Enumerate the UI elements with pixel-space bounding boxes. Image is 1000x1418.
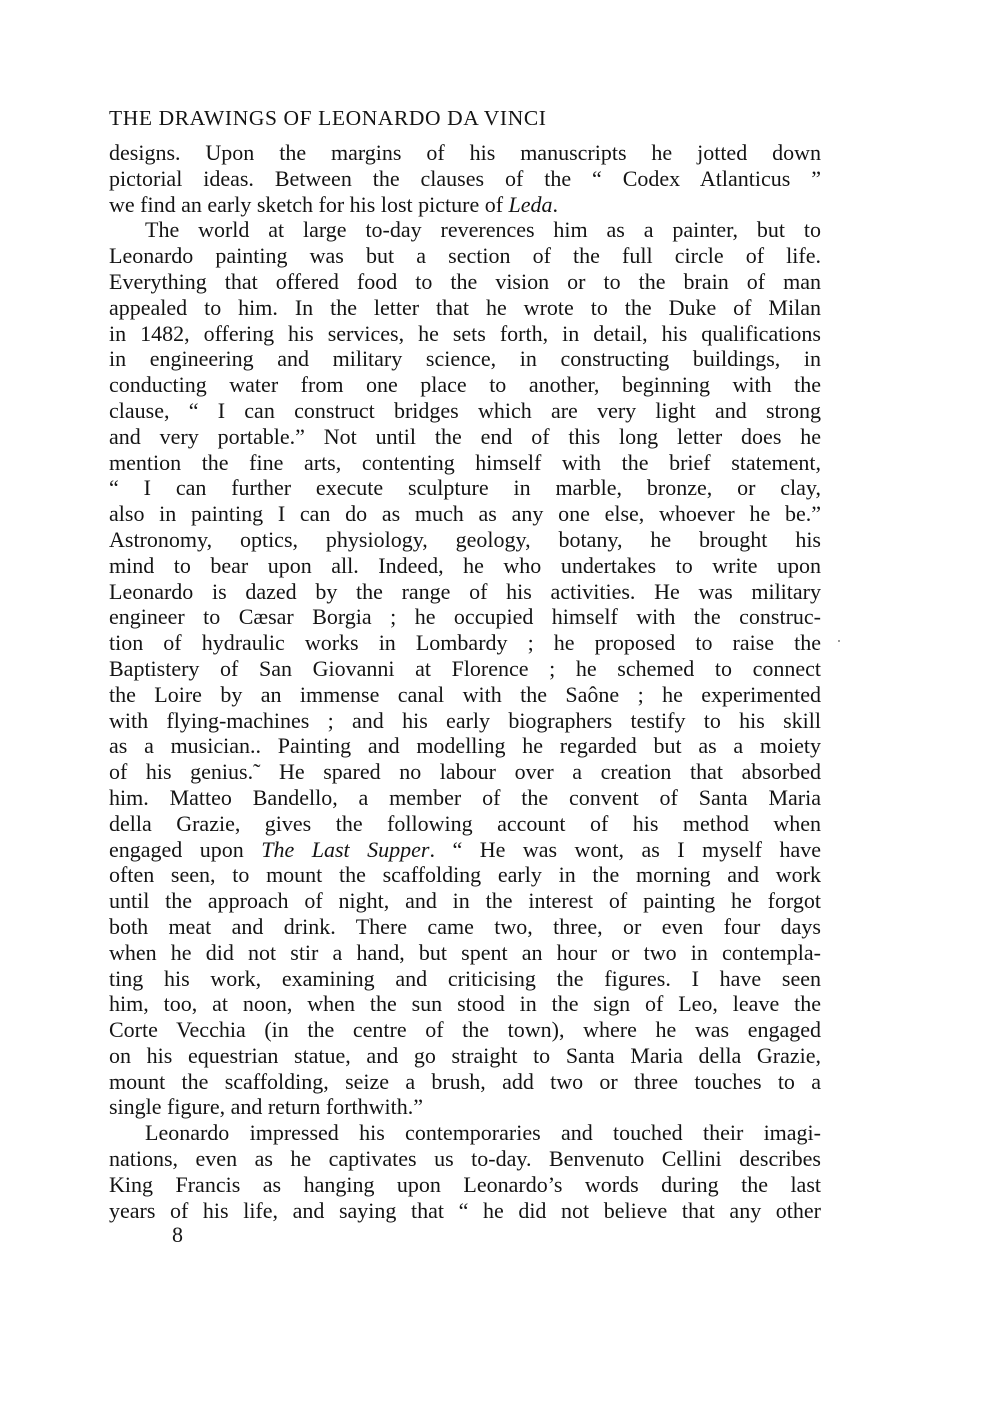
text-line: pictorial ideas. Between the clauses of the “ Codex Atlanticus ” [109,165,821,191]
text-line: mind to bear upon all. Indeed, he who undertakes to write upon [109,552,821,578]
text-line: the Loire by an immense canal with the Saône ; he experimented [109,681,821,707]
text-line: mention the fine arts, contenting himself with the brief statement, [109,449,821,475]
text-line: in engineering and military science, in constructing buildings, in [109,346,821,372]
text-line: when he did not stir a hand, but spent an hour or two in contempla- [109,939,821,965]
text-line: often seen, to mount the scaffolding early in the morning and work [109,862,821,888]
text-line: Corte Vecchia (in the centre of the town), where he was engaged [109,1017,821,1043]
text-line: tion of hydraulic works in Lombardy ; he proposed to raise the [109,630,821,656]
text-line: engineer to Cæsar Borgia ; he occupied himself with the construc- [109,604,821,630]
text-line: della Grazie, gives the following account of his method when [109,810,821,836]
text-line: of his genius.˜ He spared no labour over a creation that absorbed [109,759,821,785]
text-line: him. Matteo Bandello, a member of the convent of Santa Maria [109,784,821,810]
text-line: we find an early sketch for his lost picture of Leda. [109,191,559,217]
text-line: also in painting I can do as much as any one else, whoever he be.” [109,501,821,527]
body-text [109,140,821,1223]
text-line: mount the scaffolding, seize a brush, add two or three touches to a [109,1068,821,1094]
text-line: Everything that offered food to the vision or to the brain of man [109,268,821,294]
text-line: Leonardo is dazed by the range of his activities. He was military [109,578,821,604]
text-line: nations, even as he captivates us to-day. Benvenuto Cellini describes [109,1146,821,1172]
text-line: both meat and drink. There came two, three, or even four days [109,913,821,939]
text-line: appealed to him. In the letter that he wrote to the Duke of Milan [109,294,821,320]
text-line: “ I can further execute sculpture in marble, bronze, or clay, [109,475,821,501]
text-line: conducting water from one place to another, beginning with the [109,372,821,398]
text-line: King Francis as hanging upon Leonardo’s words during the last [109,1171,821,1197]
text-line: years of his life, and saying that “ he did not believe that any other [109,1197,821,1223]
text-line: The world at large to-day reverences him as a painter, but to [145,217,821,243]
text-line: him, too, at noon, when the sun stood in the sign of Leo, leave the [109,991,821,1017]
text-line: single figure, and return forthwith.” [109,1094,424,1120]
text-line: Leonardo impressed his contemporaries and touched their imagi- [145,1120,821,1146]
text-line: Astronomy, optics, physiology, geology, botany, he brought his [109,526,821,552]
text-line: Baptistery of San Giovanni at Florence ; he schemed to connect [109,655,821,681]
text-line: and very portable.” Not until the end of this long letter does he [109,423,821,449]
text-line: as a musician.. Painting and modelling he regarded but as a moiety [109,733,821,759]
text-line: until the approach of night, and in the interest of painting he forgot [109,888,821,914]
text-line: with flying-machines ; and his early biographers testify to his skill [109,707,821,733]
text-line: ting his work, examining and criticising the figures. I have seen [109,965,821,991]
text-line: on his equestrian statue, and go straight to Santa Maria della Grazie, [109,1042,821,1068]
text-line: Leonardo painting was but a section of the full circle of life. [109,243,821,269]
text-line: in 1482, offering his services, he sets forth, in detail, his qualifications [109,320,821,346]
scan-speck [838,640,840,642]
text-line: engaged upon The Last Supper. “ He was wont, as I myself have [109,836,821,862]
running-head: THE DRAWINGS OF LEONARDO DA VINCI [109,106,547,130]
text-line: clause, “ I can construct bridges which are very light and strong [109,397,821,423]
page-number: 8 [172,1222,183,1247]
text-line: designs. Upon the margins of his manuscripts he jotted down [109,140,821,165]
